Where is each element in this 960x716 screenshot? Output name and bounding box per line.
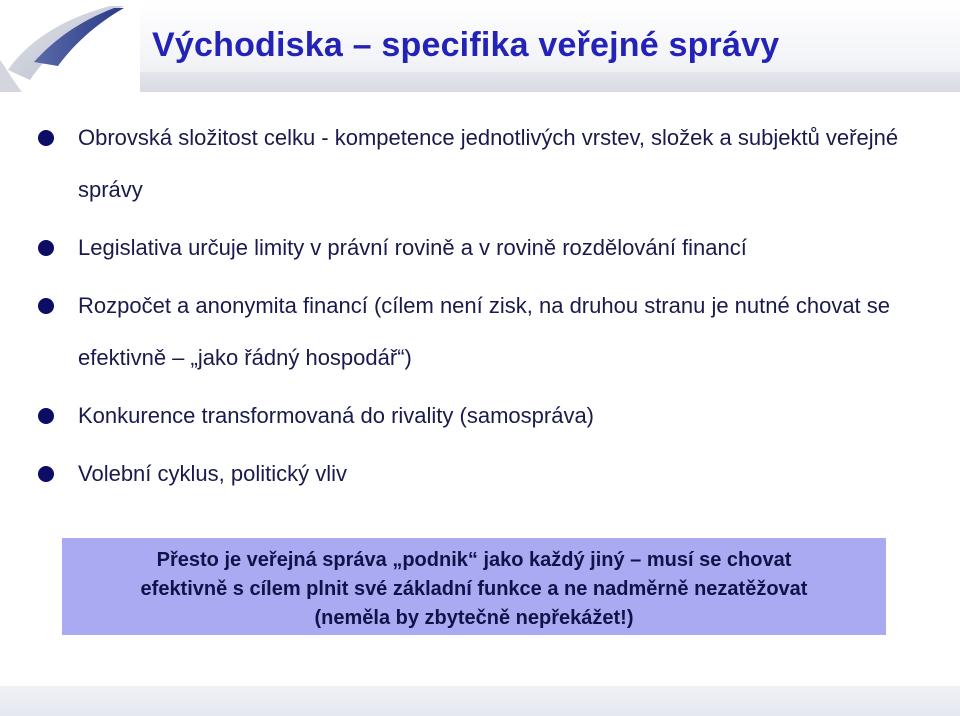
- bullet-item: [38, 390, 918, 442]
- filled-circle-bullet-icon: [38, 240, 54, 256]
- bullet-text: Volební cyklus, politický vliv: [78, 461, 347, 486]
- bullet-item: [38, 280, 918, 384]
- callout-line: Přesto je veřejná správa „podnik“ jako každý jiný – musí se chovat: [156, 549, 792, 571]
- bullet-text: Legislativa určuje limity v právní rovině a v rovině rozdělování financí: [78, 235, 747, 260]
- filled-circle-bullet-icon: [38, 466, 54, 482]
- filled-circle-bullet-icon: [38, 298, 54, 314]
- bullet-item: [38, 112, 918, 216]
- bullet-text: Konkurence transformovaná do rivality (samospráva): [78, 403, 595, 428]
- filled-circle-bullet-icon: [38, 408, 54, 424]
- slide-title: Východiska – specifika veřejné správy: [152, 26, 780, 64]
- header-rule: [100, 72, 960, 92]
- bullet-item: [38, 222, 918, 274]
- bullet-text: Rozpočet a anonymita financí (cílem není zisk, na druhou stranu je nutné chovat se efektivně – „jako řádný hospodář“): [78, 293, 891, 370]
- bullet-list: [38, 112, 918, 500]
- callout-line: (neměla by zbytečně nepřekážet!): [314, 607, 634, 629]
- bullet-text: Obrovská složitost celku - kompetence jednotlivých vrstev, složek a subjektů veřejné správy: [78, 125, 899, 202]
- footer-bar: [0, 686, 960, 716]
- callout-box: [62, 538, 886, 635]
- filled-circle-bullet-icon: [38, 130, 54, 146]
- bullet-item: [38, 448, 918, 500]
- callout-line: efektivně s cílem plnit své základní funkce a ne nadměrně nezatěžovat: [140, 578, 808, 600]
- swoosh-logo-icon: [0, 0, 140, 92]
